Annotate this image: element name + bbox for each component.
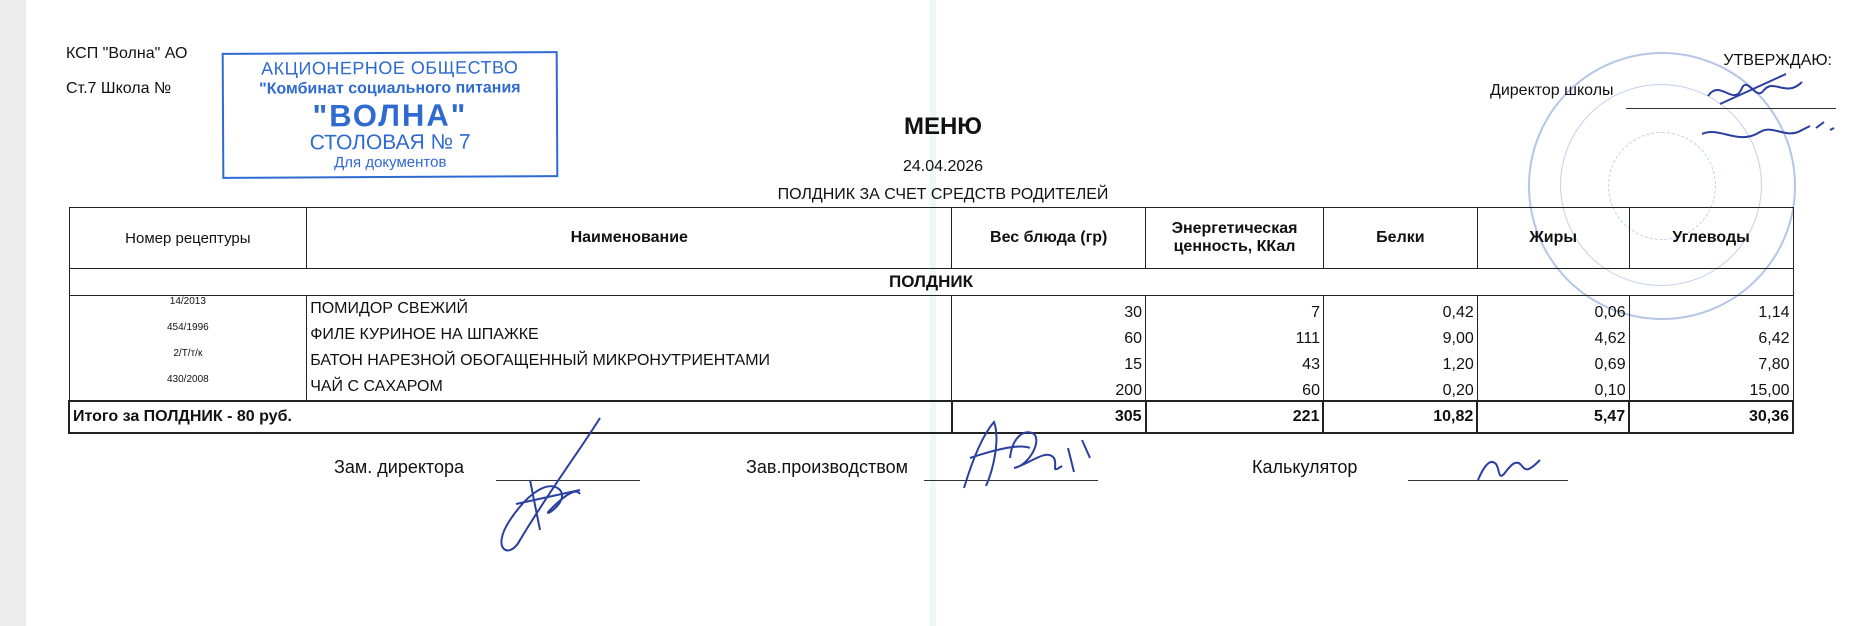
menu-subtitle: ПОЛДНИК ЗА СЧЕТ СРЕДСТВ РОДИТЕЛЕЙ (777, 186, 1109, 203)
table-row (69, 374, 1793, 401)
total-energy: 221 (1146, 401, 1324, 433)
menu-date: 24.04.2026 (902, 158, 984, 175)
header-code: Номер рецептуры (69, 208, 307, 269)
cell-protein: 0,42 (1323, 296, 1477, 323)
cell-energy: 111 (1146, 322, 1324, 348)
calculator-label: Калькулятор (1252, 457, 1358, 477)
section-title: ПОЛДНИК (69, 269, 1793, 296)
stamp-line-3: "ВОЛНА" (312, 97, 468, 134)
production-head-label: Зав.производством (746, 457, 908, 477)
production-signature (950, 408, 1120, 498)
cell-carbs: 1,14 (1629, 296, 1793, 323)
approve-label: УТВЕРЖДАЮ: (1723, 52, 1832, 69)
total-carbs: 30,36 (1629, 401, 1793, 433)
cell-carbs: 15,00 (1629, 374, 1793, 401)
cell-protein: 0,20 (1323, 374, 1477, 401)
total-label: Итого за ПОЛДНИК - 80 руб. (69, 401, 952, 433)
director-label: Директор школы (1490, 82, 1614, 99)
stamp-line-2: "Комбинат социального питания (259, 79, 521, 98)
cell-fat: 0,69 (1477, 348, 1629, 374)
cell-energy: 60 (1146, 374, 1324, 401)
page-title: МЕНЮ (903, 113, 983, 140)
cell-code: 2/Т/т/к (69, 348, 307, 374)
organization-name: КСП "Волна" АО (66, 45, 188, 62)
cell-name: ЧАЙ С САХАРОМ (307, 374, 952, 401)
cell-protein: 9,00 (1323, 322, 1477, 348)
cell-code: 430/2008 (69, 374, 307, 401)
total-weight: 305 (952, 401, 1146, 433)
section-row (69, 269, 1793, 296)
deputy-director-label: Зам. директора (334, 457, 464, 477)
cell-weight: 30 (952, 296, 1146, 323)
cell-code: 454/1996 (69, 322, 307, 348)
header-name: Наименование (307, 208, 952, 269)
header-protein: Белки (1323, 208, 1477, 269)
cell-fat: 0,10 (1477, 374, 1629, 401)
cell-code: 14/2013 (69, 296, 307, 323)
menu-table (68, 207, 1794, 434)
header-fat: Жиры (1477, 208, 1629, 269)
table-row (69, 348, 1793, 374)
header-energy: Энергетическая ценность, ККал (1146, 208, 1324, 269)
stamp-line-5: Для документов (334, 153, 447, 172)
total-fat: 5,47 (1477, 401, 1629, 433)
total-protein: 10,82 (1323, 401, 1477, 433)
cell-carbs: 7,80 (1629, 348, 1793, 374)
cell-name: ФИЛЕ КУРИНОЕ НА ШПАЖКЕ (307, 322, 952, 348)
calculator-signature (1470, 448, 1550, 488)
table-row (69, 322, 1793, 348)
cell-weight: 15 (952, 348, 1146, 374)
school-label: Ст.7 Школа № (66, 80, 172, 97)
cell-protein: 1,20 (1323, 348, 1477, 374)
cell-fat: 4,62 (1477, 322, 1629, 348)
cell-fat: 0,06 (1477, 296, 1629, 323)
stamp-line-4: СТОЛОВАЯ № 7 (309, 130, 471, 155)
header-weight: Вес блюда (гр) (952, 208, 1146, 269)
cell-carbs: 6,42 (1629, 322, 1793, 348)
deputy-signature (480, 410, 620, 560)
stamp-line-1: АКЦИОНЕРНОЕ ОБЩЕСТВО (261, 57, 519, 79)
cell-energy: 43 (1146, 348, 1324, 374)
table-header-row (69, 208, 1793, 269)
table-row (69, 296, 1793, 323)
cell-weight: 200 (952, 374, 1146, 401)
page-left-edge (0, 0, 26, 626)
cell-weight: 60 (952, 322, 1146, 348)
header-carbs: Углеводы (1629, 208, 1793, 269)
cell-name: БАТОН НАРЕЗНОЙ ОБОГАЩЕННЫЙ МИКРОНУТРИЕНТАМИ (307, 348, 952, 374)
cell-name: ПОМИДОР СВЕЖИЙ (307, 296, 952, 323)
total-row (69, 401, 1793, 433)
cell-energy: 7 (1146, 296, 1324, 323)
